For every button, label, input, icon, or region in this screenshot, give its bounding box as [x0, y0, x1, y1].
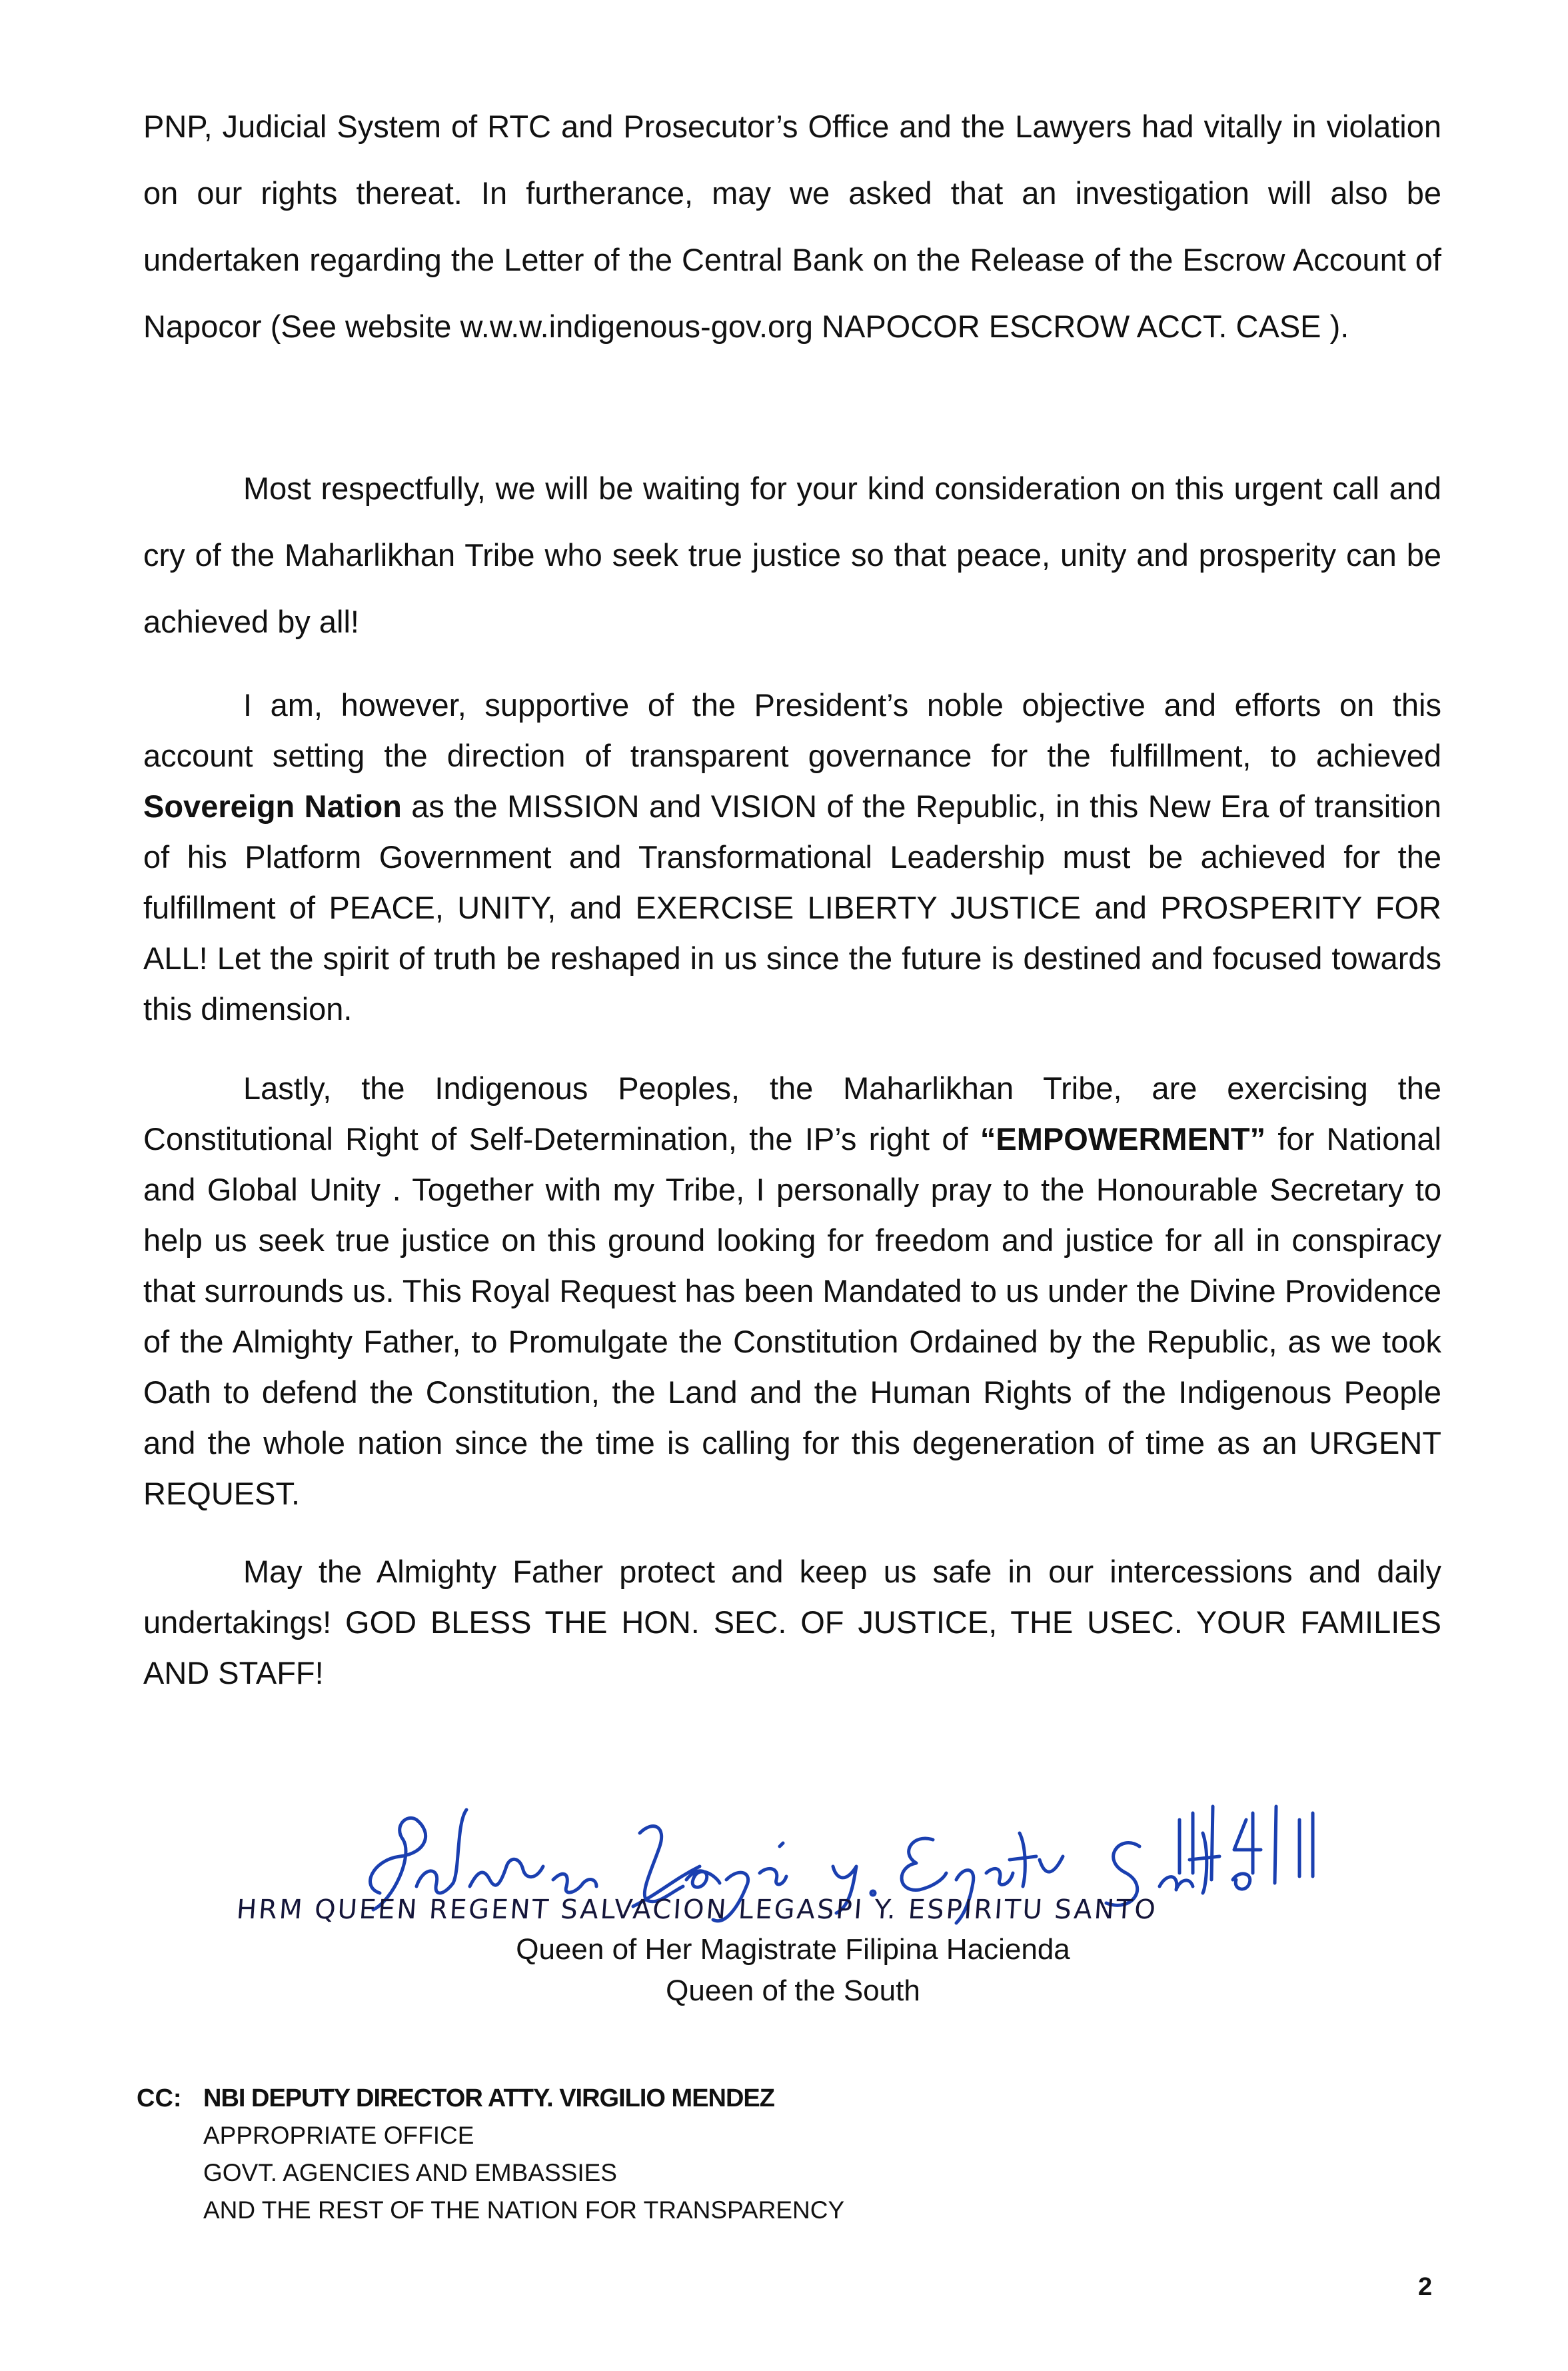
paragraph-4-text-b: for National and Global Unity . Together with my Tribe, I personally pray to the Honourable Secretary to help us seek true justice on this ground looking for freedom and justice for all in conspiracy that surrounds us. This Royal Request has been Mandated to us under the Divine Providence of the Almighty Father, to Promulgate the Constitution Ordained by the Republic, as we took Oath to defend the Constitution, the Land and the Human Rights of the Indigenous People and the whole nation since the time is calling for this degeneration of time as an URGENT REQUEST. [143, 1121, 1441, 1511]
handwritten-date [1166, 1793, 1339, 1893]
cc-recipient: APPROPRIATE OFFICE [203, 2122, 474, 2149]
cc-block [137, 2080, 844, 2229]
signatory-title-2: Queen of the South [666, 1974, 920, 2007]
cc-label: CC: [137, 2084, 182, 2112]
paragraph-2: Most respectfully, we will be waiting for your kind consideration on this urgent call and cry of the Maharlikhan Tribe who seek true justice so that peace, unity and prosperity can be achieved by all! [143, 471, 1441, 639]
cc-first-row [137, 2080, 844, 2117]
paragraph-5: May the Almighty Father protect and keep us safe in our intercessions and daily undertakings! GOD BLESS THE HON. SEC. OF JUSTICE, THE USEC. YOUR FAMILIES AND STAFF! [143, 1554, 1441, 1690]
signatory-title-1: Queen of Her Magistrate Filipina Hacienda [516, 1933, 1070, 1966]
cc-recipient: AND THE REST OF THE NATION FOR TRANSPARENCY [203, 2196, 845, 2224]
paragraph-4 [143, 1063, 1441, 1519]
paragraph-3 [143, 680, 1441, 1035]
paragraph-3-text-a: I am, however, supportive of the President’s noble objective and efforts on this account setting the direction of transparent governance for the fulfillment, to achieved [143, 687, 1441, 773]
paragraph-3-text-b: as the MISSION and VISION of the Republic, in this New Era of transition of his Platform Government and Transformational Leadership must be achieved for the fulfillment of PEACE, UNITY, and EXERCISE LIBERTY JUSTICE and PROSPERITY FOR ALL! Let the spirit of truth be reshaped in us since the future is destined and focused towards this dimension. [143, 789, 1442, 1027]
cc-first-recipient: NBI DEPUTY DIRECTOR ATTY. VIRGILIO MENDEZ [203, 2084, 774, 2112]
handwritten-name: HRM QUEEN REGENT SALVACION LEGASPI Y. ESPIRITU SANTO [235, 1894, 1159, 1925]
cc-recipient: GOVT. AGENCIES AND EMBASSIES [203, 2159, 617, 2186]
page-number: 2 [1418, 2273, 1433, 2301]
paragraph-4-text-a: Lastly, the Indigenous Peoples, the Maharlikhan Tribe, are exercising the Constitutional Right of Self-Determination, the IP’s right of [143, 1071, 1441, 1157]
paragraph-4-bold: “EMPOWERMENT” [980, 1121, 1266, 1157]
paragraph-3-bold: Sovereign Nation [143, 789, 402, 824]
paragraph-1: PNP, Judicial System of RTC and Prosecutor’s Office and the Lawyers had vitally in violation on our rights thereat. In furtherance, may we asked that an investigation will also be undertaken regarding the Letter of the Central Bank on the Release of the Escrow Account of Napocor (See website w.w.w.indigenous-gov.org NAPOCOR ESCROW ACCT. CASE ). [143, 109, 1441, 344]
